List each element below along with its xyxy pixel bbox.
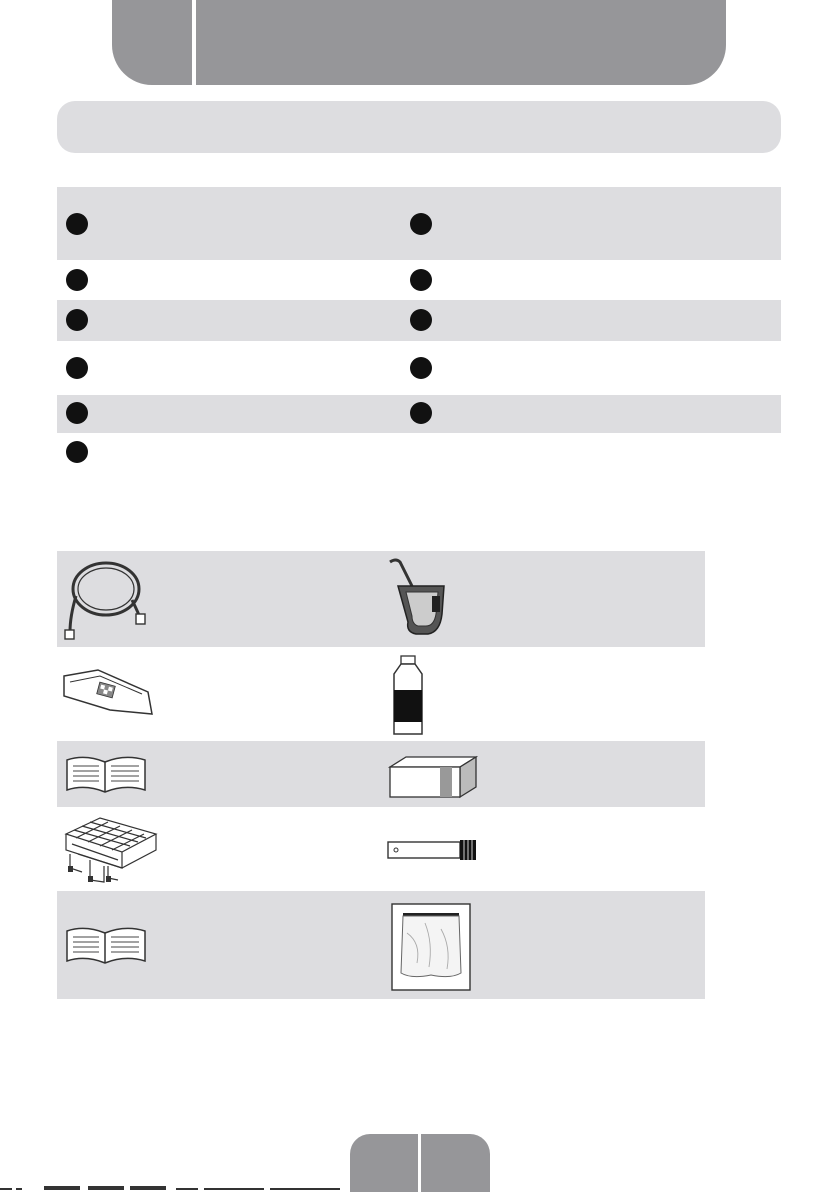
bullet-dot	[66, 269, 88, 291]
manual-book-icon	[63, 754, 149, 796]
bullet-dot	[66, 402, 88, 424]
legend-row	[57, 341, 781, 395]
footer-page-tab	[350, 1134, 490, 1192]
salt-funnel-icon	[382, 556, 454, 642]
legend-row	[57, 300, 781, 341]
bullet-dot	[66, 213, 88, 235]
bullet-dot	[410, 357, 432, 379]
header-tab	[112, 0, 726, 85]
bullet-dot	[410, 402, 432, 424]
bullet-dot	[410, 269, 432, 291]
steam-barrier-strip-icon	[60, 666, 155, 721]
legend-row	[57, 187, 781, 260]
legend-row	[57, 433, 781, 471]
mounting-strip-icon	[386, 838, 480, 862]
cutlery-basket-icon	[60, 812, 160, 888]
rinse-aid-bottle-icon	[388, 654, 428, 736]
bullet-dot	[66, 441, 88, 463]
legend-row	[57, 260, 781, 300]
parts-bag-icon	[391, 903, 471, 991]
bullet-dot	[66, 309, 88, 331]
print-artifact	[0, 1186, 420, 1192]
bullet-dot	[66, 357, 88, 379]
legend-row	[57, 395, 781, 433]
bullet-dot	[410, 213, 432, 235]
footer-divider	[418, 1134, 421, 1192]
accessory-row	[57, 741, 705, 807]
detergent-box-icon	[388, 753, 478, 801]
bullet-dot	[410, 309, 432, 331]
section-title-bar	[57, 101, 781, 153]
header-divider	[192, 0, 196, 85]
hose-icon	[62, 556, 157, 641]
accessory-row	[57, 891, 705, 999]
manual-book-icon	[63, 925, 149, 967]
